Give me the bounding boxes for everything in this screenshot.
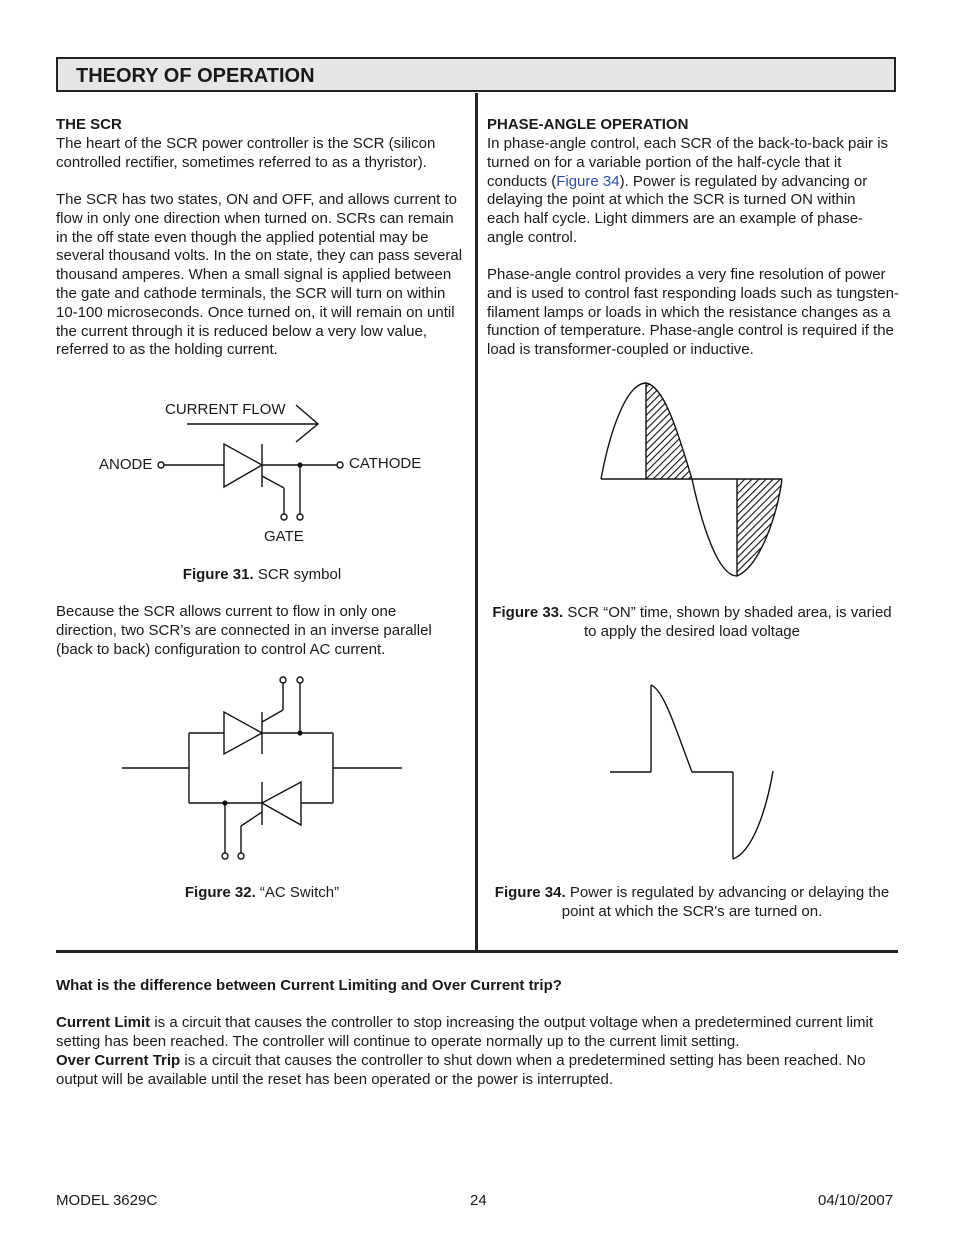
- gate-label: GATE: [264, 528, 304, 545]
- inverse-parallel-paragraph: Because the SCR allows current to flow in only one direction, two SCR’s are connected in an inverse parallel (back to back) configuration to control AC current.: [56, 603, 432, 658]
- current-flow-label: CURRENT FLOW: [165, 401, 286, 418]
- current-limit-definition: [56, 1014, 898, 1052]
- figure-34-link[interactable]: Figure 34: [556, 172, 620, 190]
- figure-33-label: Figure 33.: [492, 604, 564, 621]
- current-limit-text: is a circuit that causes the controller to stop increasing the output voltage when a predetermined current limit setting has been reached. The controller will continue to operate normally up to the current limit setting.: [56, 1014, 874, 1050]
- phase-p1-text-a: In phase-angle control, each SCR of the back-to-back pair is turned on for a variable portion of the half-cycle that it conducts (: [487, 135, 889, 190]
- phase-angle-heading: PHASE-ANGLE OPERATION: [487, 116, 689, 133]
- over-current-definition: [56, 1052, 898, 1090]
- page-title: THEORY OF OPERATION: [76, 65, 315, 87]
- figure-31-label: Figure 31.: [182, 566, 254, 583]
- phase-p1-text-b: ). Power is regulated by advancing or delaying the point at which the SCR is turned ON within each half cycle. Light dimmers are an example of phase-angle control.: [487, 172, 868, 246]
- figure-32-label: Figure 32.: [184, 884, 256, 901]
- figure-33-text: SCR “ON” time, shown by shaded area, is varied to apply the desired load voltage: [567, 604, 892, 640]
- figure-32-text: “AC Switch”: [259, 884, 340, 901]
- scr-paragraph-2: The SCR has two states, ON and OFF, and allows current to flow in only one direction when turned on. SCRs can remain in the off state even though the applied potential may be several thousand volts. In the on state, they can pass several thousand amperes. When a small signal is applied between the gate and cathode terminals, the SCR will turn on within 10-100 microseconds. Once turned on, it will remain on until the current through it is reduced below a very low value, referred to as the holding current.: [56, 191, 463, 359]
- figure-31-text: SCR symbol: [257, 566, 342, 583]
- footer-model: MODEL 3629C: [56, 1192, 158, 1209]
- scr-heading: THE SCR: [56, 116, 122, 133]
- faq-question: What is the difference between Current Limiting and Over Current trip?: [56, 977, 562, 994]
- footer-date: 04/10/2007: [818, 1192, 894, 1209]
- scr-paragraph-1: The heart of the SCR power controller is the SCR (silicon controlled rectifier, sometimes referred to as a thyristor).: [56, 135, 436, 171]
- anode-label: ANODE: [99, 456, 153, 473]
- phase-angle-paragraph-2: Phase-angle control provides a very fine resolution of power and is used to control fast responding loads such as tungsten-filament lamps or loads in which the resistance changes as a function of temperature. Phase-angle control is required if the load is transformer-coupled or inductive.: [487, 266, 899, 359]
- cathode-label: CATHODE: [349, 455, 422, 472]
- over-current-term: Over Current Trip: [56, 1052, 181, 1069]
- figure-34-text: Power is regulated by advancing or delaying the point at which the SCR's are turned on.: [561, 884, 890, 920]
- figure-34-caption: [487, 883, 897, 921]
- current-limit-term: Current Limit: [56, 1014, 151, 1031]
- footer-page-number: 24: [470, 1192, 487, 1209]
- over-current-text: is a circuit that causes the controller to shut down when a predetermined setting has been reached. No output will be available until the reset has been operated or the power is interrupted.: [56, 1052, 866, 1088]
- figure-34-label: Figure 34.: [494, 884, 566, 901]
